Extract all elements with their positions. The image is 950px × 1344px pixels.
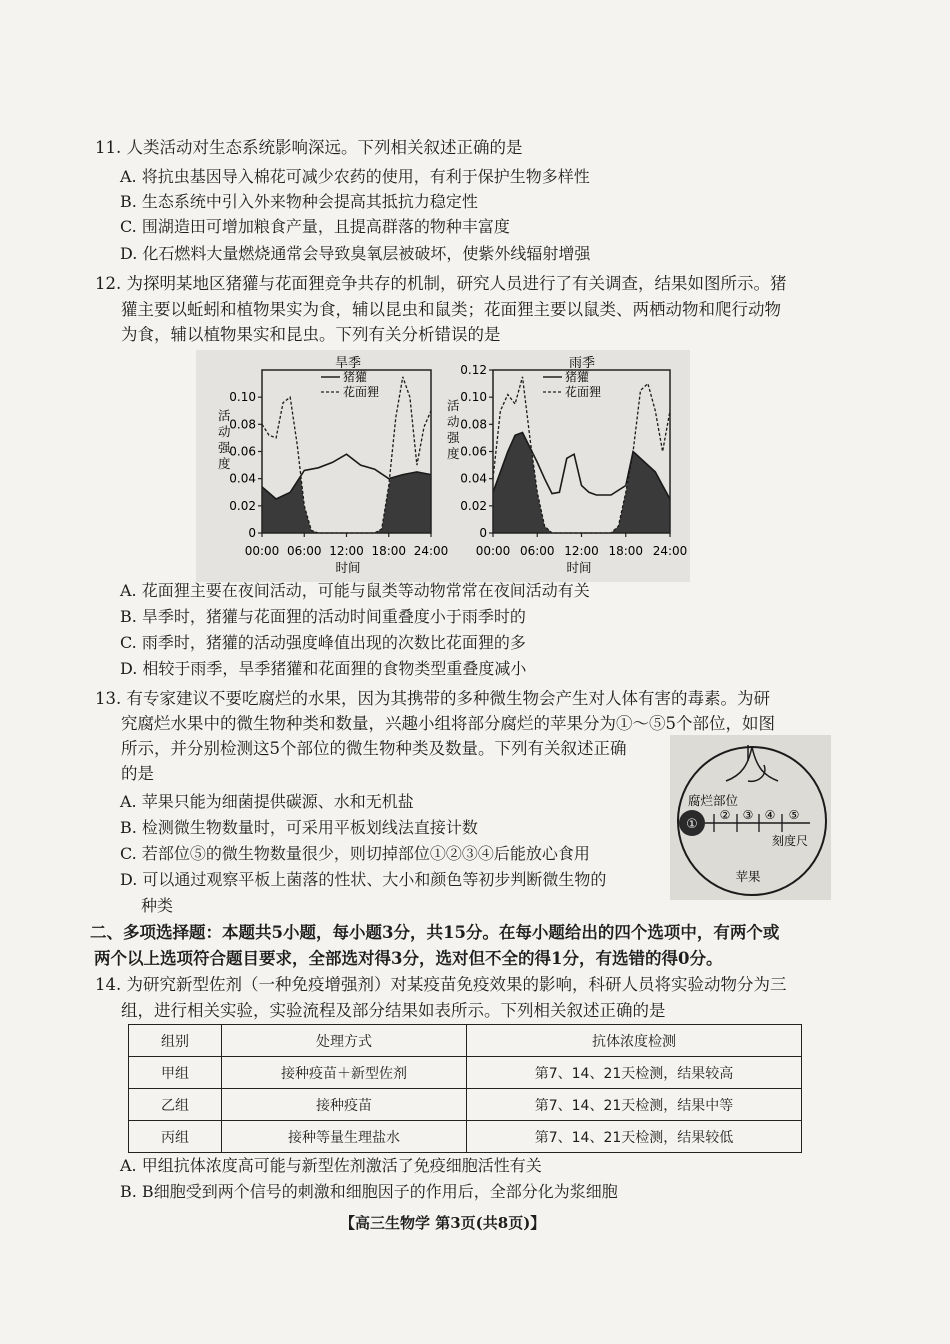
cell-treatment: 接种疫苗 xyxy=(222,1089,467,1121)
dry-xtick-label: 06:00 xyxy=(286,544,322,558)
th-antibody: 抗体浓度检测 xyxy=(467,1025,802,1057)
rainy-ylabel-4: 度 xyxy=(447,446,460,461)
table-row xyxy=(129,1121,802,1153)
rainy-xlabel: 时间 xyxy=(566,560,592,575)
q14-option-b: B. B细胞受到两个信号的刺激和细胞因子的作用后，全部分化为浆细胞 xyxy=(120,1182,618,1201)
dry-legend-civet: 花面狸 xyxy=(343,385,380,399)
dry-ytick-label: 0.04 xyxy=(229,471,256,486)
dry-ylabel-1: 活 xyxy=(218,408,231,423)
cell-antibody: 第7、14、21天检测，结果中等 xyxy=(467,1089,802,1121)
rainy-ytick-label: 0.12 xyxy=(460,363,487,377)
rainy-xtick-label: 24:00 xyxy=(652,544,688,558)
rainy-ytick-label: 0.08 xyxy=(460,417,487,432)
q13-stem-line2: 究腐烂水果中的微生物种类和数量，兴趣小组将部分腐烂的苹果分为①～⑤5个部位，如图 xyxy=(121,714,775,733)
rainy-ytick-label: 0.02 xyxy=(460,498,487,513)
dry-ylabel-4: 度 xyxy=(218,456,231,471)
rainy-xtick-label: 06:00 xyxy=(519,544,555,558)
rainy-ytick-label: 0 xyxy=(479,526,487,540)
apple-label: 苹果 xyxy=(735,869,761,884)
dry-xtick-label: 24:00 xyxy=(413,544,449,558)
q13-option-a: A. 苹果只能为细菌提供碳源、水和无机盐 xyxy=(120,792,414,811)
q13-stem-line4: 的是 xyxy=(121,764,154,783)
q12-option-a: A. 花面狸主要在夜间活动，可能与鼠类等动物常常在夜间活动有关 xyxy=(120,581,590,600)
dry-ytick-label: 0.08 xyxy=(229,417,256,432)
rainy-legend-badger: 猪獾 xyxy=(565,370,590,384)
rainy-legend-civet: 花面狸 xyxy=(565,385,602,399)
rainy-ylabel-1: 活 xyxy=(447,398,460,413)
rainy-season-title: 雨季 xyxy=(568,356,596,371)
dry-xlabel: 时间 xyxy=(335,560,361,575)
section2-line1: 二、多项选择题：本题共5小题，每小题3分，共15分。在每小题给出的四个选项中，有两个或 xyxy=(90,923,780,942)
rainy-xtick-label: 00:00 xyxy=(475,544,511,558)
rainy-ytick-label: 0.06 xyxy=(460,444,487,459)
dry-season-title: 旱季 xyxy=(334,356,362,371)
table-row xyxy=(129,1057,802,1089)
q12-stem-line2: 獾主要以蚯蚓和植物果实为食，辅以昆虫和鼠类；花面狸主要以鼠类、两栖动物和爬行动物 xyxy=(121,300,781,319)
dry-ytick-label: 0.06 xyxy=(229,444,256,459)
cell-antibody: 第7、14、21天检测，结果较高 xyxy=(467,1057,802,1089)
q11-stem: 11. 人类活动对生态系统影响深远。下列相关叙述正确的是 xyxy=(95,138,523,157)
q13-stem-line3: 所示，并分别检测这5个部位的微生物种类及数量。下列有关叙述正确 xyxy=(121,739,627,758)
cell-group: 乙组 xyxy=(129,1089,222,1121)
q12-option-b: B. 旱季时，猪獾与花面狸的活动时间重叠度小于雨季时的 xyxy=(120,607,526,626)
dry-ytick-label: 0.02 xyxy=(229,498,256,513)
dry-legend-badger: 猪獾 xyxy=(343,370,368,384)
rainy-ylabel-2: 动 xyxy=(447,414,460,429)
part-4: ④ xyxy=(764,808,776,822)
cell-group: 丙组 xyxy=(129,1121,222,1153)
dry-xtick-label: 00:00 xyxy=(244,544,280,558)
q11-option-b: B. 生态系统中引入外来物种会提高其抵抗力稳定性 xyxy=(120,192,478,211)
dry-ylabel-2: 动 xyxy=(218,424,231,439)
page-footer: 【高三生物学 第3页(共8页)】 xyxy=(340,1214,546,1232)
ruler-label: 刻度尺 xyxy=(772,834,809,848)
cell-antibody: 第7、14、21天检测，结果较低 xyxy=(467,1121,802,1153)
q12-activity-figure xyxy=(196,350,690,582)
table-header-row xyxy=(129,1025,802,1057)
q12-stem-line1: 12. 为探明某地区猪獾与花面狸竞争共存的机制，研究人员进行了有关调查，结果如图所示。猪 xyxy=(95,274,787,293)
rainy-ylabel-3: 强 xyxy=(447,430,460,445)
q12-option-c: C. 雨季时，猪獾的活动强度峰值出现的次数比花面狸的多 xyxy=(120,633,526,652)
cell-treatment: 接种疫苗＋新型佐剂 xyxy=(222,1057,467,1089)
rot-label: 腐烂部位 xyxy=(688,793,739,808)
part-5: ⑤ xyxy=(788,808,800,822)
q13-option-b: B. 检测微生物数量时，可采用平板划线法直接计数 xyxy=(120,818,478,837)
q11-option-d: D. 化石燃料大量燃烧通常会导致臭氧层被破坏，使紫外线辐射增强 xyxy=(120,244,591,263)
dry-xtick-label: 12:00 xyxy=(329,544,364,558)
cell-treatment: 接种等量生理盐水 xyxy=(222,1121,467,1153)
dry-ylabel-3: 强 xyxy=(218,440,231,455)
th-group: 组别 xyxy=(129,1025,222,1057)
q12-stem-line3: 为食，辅以植物果实和昆虫。下列有关分析错误的是 xyxy=(121,325,501,344)
q14-stem-line2: 组，进行相关实验，实验流程及部分结果如表所示。下列相关叙述正确的是 xyxy=(121,1001,666,1020)
q13-option-d-cont: 种类 xyxy=(141,896,174,915)
q13-option-c: C. 若部位⑤的微生物数量很少，则切掉部位①②③④后能放心食用 xyxy=(120,844,590,863)
part-1: ① xyxy=(686,817,698,832)
q13-apple-figure xyxy=(670,735,831,900)
q11-option-a: A. 将抗虫基因导入棉花可减少农药的使用，有利于保护生物多样性 xyxy=(120,167,590,186)
q13-stem-line1: 13. 有专家建议不要吃腐烂的水果，因为其携带的多种微生物会产生对人体有害的毒素。为研 xyxy=(95,689,770,708)
q14-option-a: A. 甲组抗体浓度高可能与新型佐剂激活了免疫细胞活性有关 xyxy=(120,1156,542,1175)
q13-option-d: D. 可以通过观察平板上菌落的性状、大小和颜色等初步判断微生物的 xyxy=(120,870,607,889)
rainy-xtick-label: 18:00 xyxy=(608,544,644,558)
section2-line2: 两个以上选项符合题目要求，全部选对得3分，选对但不全的得1分，有选错的得0分。 xyxy=(94,949,723,968)
dry-ytick-label: 0 xyxy=(248,526,256,540)
q14-stem-line1: 14. 为研究新型佐剂（一种免疫增强剂）对某疫苗免疫效果的影响，科研人员将实验动物分为三 xyxy=(95,975,787,994)
q14-results-table xyxy=(128,1024,802,1153)
th-treatment: 处理方式 xyxy=(222,1025,467,1057)
cell-group: 甲组 xyxy=(129,1057,222,1089)
rainy-ytick-label: 0.10 xyxy=(460,390,487,405)
q12-option-d: D. 相较于雨季，旱季猪獾和花面狸的食物类型重叠度减小 xyxy=(120,659,527,678)
q11-option-c: C. 围湖造田可增加粮食产量，且提高群落的物种丰富度 xyxy=(120,217,510,236)
rainy-ytick-label: 0.04 xyxy=(460,471,487,486)
part-3: ③ xyxy=(742,808,754,822)
rainy-xtick-label: 12:00 xyxy=(564,544,599,558)
table-row xyxy=(129,1089,802,1121)
part-2: ② xyxy=(719,808,731,822)
dry-xtick-label: 18:00 xyxy=(371,544,407,558)
dry-ytick-label: 0.10 xyxy=(229,390,256,405)
